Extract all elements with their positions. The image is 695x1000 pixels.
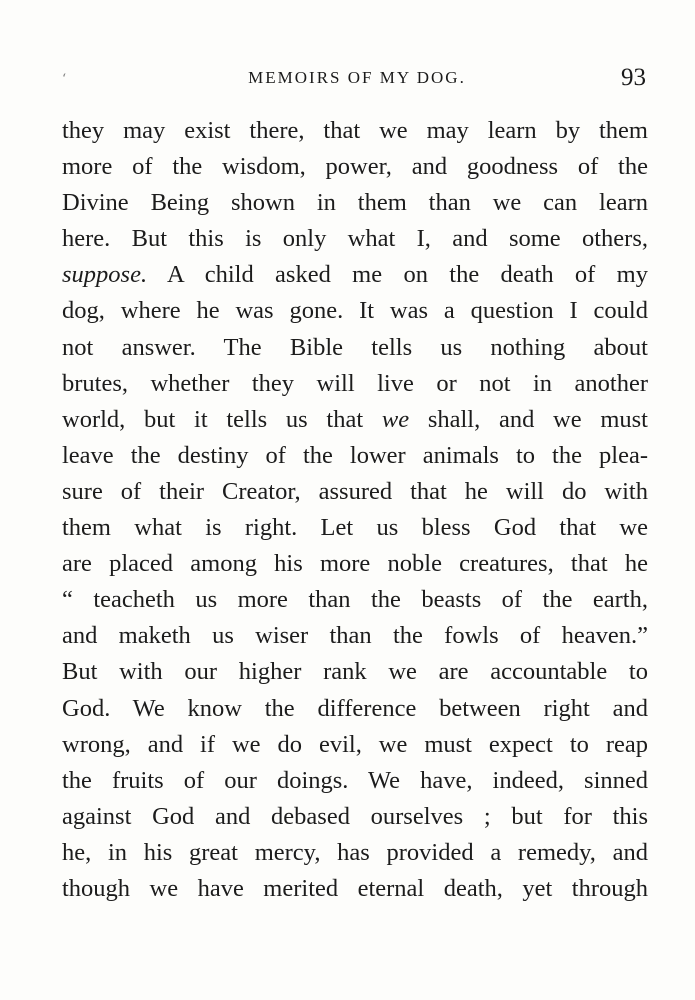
text-segment: A child asked me on the death of my [147,261,648,289]
text-segment: leave the destiny of the lower animals to the plea- [62,441,648,469]
text-line [62,366,648,402]
text-line [62,257,648,293]
text-segment: dog, where he was gone. It was a question I could [62,297,648,325]
text-segment: shall, and we must [409,405,648,433]
text-segment: them what is right. Let us bless God that we [62,514,648,542]
text-line [62,546,648,582]
text-line [62,618,648,654]
text-segment: against God and debased ourselves ; but for this [62,802,648,830]
text-segment: he, in his great mercy, has provided a remedy, and [62,838,648,866]
text-line [62,799,648,835]
text-segment: Divine Being shown in them than we can learn [62,189,648,217]
text-segment: brutes, whether they will live or not in another [62,369,648,397]
running-title: MEMOIRS OF MY DOG. [248,68,466,87]
text-line [62,402,648,438]
text-line [62,871,648,907]
text-segment: they may exist there, that we may learn by them [62,117,648,144]
page-number: 93 [621,64,646,91]
text-segment: and maketh us wiser than the fowls of heaven.” [62,622,648,650]
text-segment: wrong, and if we do evil, we must expect to reap [62,730,648,758]
text-line [62,149,648,185]
margin-mark: ‘ [62,72,67,87]
italic-text: we [381,405,410,433]
text-segment: not answer. The Bible tells us nothing about [62,333,648,361]
text-segment: though we have merited eternal death, yet through [62,874,648,902]
text-segment: are placed among his more noble creatures, that he [62,550,648,578]
text-line [62,654,648,690]
text-line [62,293,648,329]
body-text [62,113,648,907]
running-head [62,64,652,94]
text-line [62,510,648,546]
italic-text: suppose. [62,261,148,289]
text-line [62,330,648,366]
text-line [62,582,648,618]
text-segment: more of the wisdom, power, and goodness of the [62,153,648,181]
text-line [62,474,648,510]
text-line [62,185,648,221]
text-line [62,438,648,474]
text-line [62,727,648,763]
text-segment: “ teacheth us more than the beasts of the earth, [62,586,648,614]
text-segment: here. But this is only what I, and some others, [62,225,648,253]
text-line [62,835,648,871]
text-segment: God. We know the difference between right and [62,694,648,722]
text-line [62,113,648,149]
text-line [62,691,648,727]
text-segment: sure of their Creator, assured that he will do with [62,477,648,505]
text-line [62,221,648,257]
text-segment: world, but it tells us that [62,405,382,433]
text-segment: the fruits of our doings. We have, indeed, sinned [62,766,648,794]
text-line [62,763,648,799]
text-segment: But with our higher rank we are accountable to [62,658,648,686]
